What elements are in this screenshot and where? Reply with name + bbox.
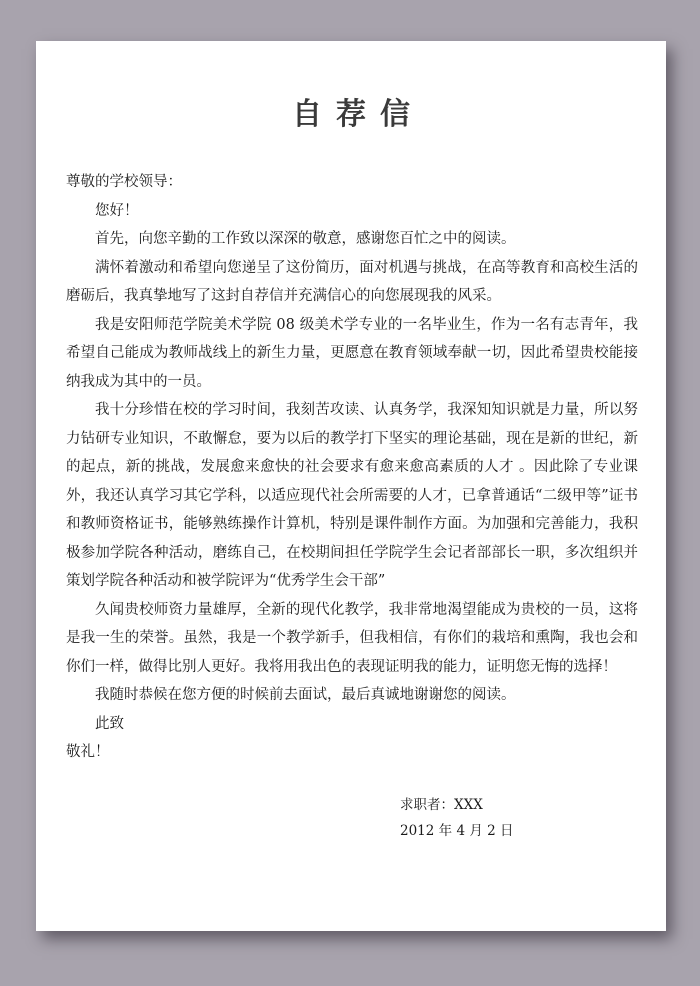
paragraph-2: 满怀着激动和希望向您递呈了这份简历，面对机遇与挑战，在高等教育和高校生活的磨砺后，我真挚地写了这封自荐信并充满信心的向您展现我的风采。 (66, 259, 638, 304)
salutation: 尊敬的学校领导： (66, 174, 182, 190)
signature-date: 2012 年 4 月 2 日 (400, 823, 514, 839)
paragraph-5: 久闻贵校师资力量雄厚，全新的现代化教学，我非常地渴望能成为贵校的一员，这将是我一生的荣誉。虽然，我是一个教学新手，但我相信，有你们的栽培和熏陶，我也会和你们一样，做得比别人更好。我将用我出色的表现证明我的能力，证明您无悔的选择！ (66, 601, 638, 675)
letter-body (66, 168, 638, 767)
paragraph-4: 我十分珍惜在校的学习时间，我刻苦攻读、认真务学，我深知知识就是力量，所以努力钻研专业知识，不敢懈怠，要为以后的教学打下坚实的理论基础，现在是新的世纪，新的起点，新的挑战，发展愈来愈快的社会要求有愈来愈高素质的人才 。因此除了专业课外，我还认真学习其它学科，以适应现代社会所需要的人才，已拿普通话“二级甲等”证书和教师资格证书，能够熟练操作计算机，特别是课件制作方面。为加强和完善能力，我积极参加学院各种活动，磨练自己，在校期间担任学院学生会记者部部长一职，多次组织并策划学院各种活动和被学院评为“优秀学生会干部” (66, 402, 638, 589)
closing-line-1: 此致 (95, 715, 124, 732)
paragraph-1: 首先，向您辛勤的工作致以深深的敬意，感谢您百忙之中的阅读。 (95, 231, 516, 247)
paragraph-3: 我是安阳师范学院美术学院 08 级美术学专业的一名毕业生，作为一名有志青年，我希望自己能成为教师战线上的新生力量，更愿意在教育领域奉献一切，因此希望贵校能接纳我成为其中的一员。 (66, 316, 638, 390)
closing-line-2: 敬礼！ (66, 744, 110, 760)
signature: 求职者：XXX (400, 797, 483, 813)
greeting: 您好！ (95, 202, 139, 219)
paragraph-6: 我随时恭候在您方便的时候前去面试，最后真诚地谢谢您的阅读。 (95, 687, 516, 703)
page-title: 自荐信 (292, 97, 424, 132)
letter-page (36, 41, 666, 931)
